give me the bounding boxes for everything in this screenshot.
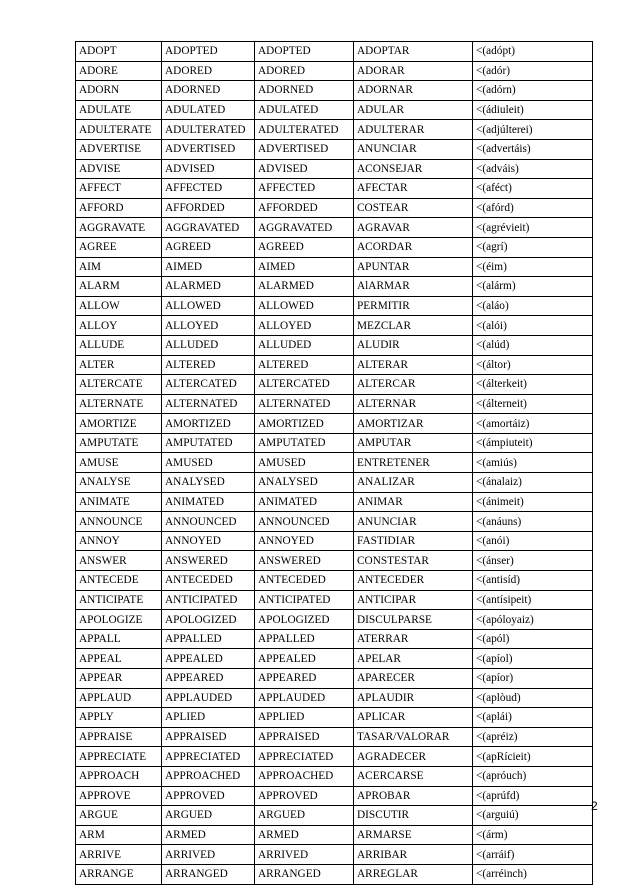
pronunciation-cell: <(ánser) xyxy=(473,551,593,571)
past-simple-cell: APPEALED xyxy=(162,649,255,669)
table-row xyxy=(76,100,593,120)
past-participle-cell: ADOPTED xyxy=(255,42,354,62)
past-simple-cell: AGGRAVATED xyxy=(162,218,255,238)
spanish-translation-cell: MEZCLAR xyxy=(354,316,473,336)
past-simple-cell: APLIED xyxy=(162,708,255,728)
spanish-translation-cell: ANUNCIAR xyxy=(354,139,473,159)
table-row xyxy=(76,120,593,140)
pronunciation-cell: <(ámpiuteit) xyxy=(473,433,593,453)
pronunciation-cell: <(aláo) xyxy=(473,296,593,316)
past-simple-cell: ADVISED xyxy=(162,159,255,179)
infinitive-cell: ALARM xyxy=(76,277,162,297)
past-participle-cell: ANALYSED xyxy=(255,473,354,493)
past-simple-cell: APPALLED xyxy=(162,629,255,649)
infinitive-cell: ARM xyxy=(76,825,162,845)
table-row xyxy=(76,590,593,610)
table-row xyxy=(76,42,593,62)
past-participle-cell: ADORED xyxy=(255,61,354,81)
past-simple-cell: ALTERNATED xyxy=(162,394,255,414)
spanish-translation-cell: APLAUDIR xyxy=(354,688,473,708)
past-simple-cell: ALTERCATED xyxy=(162,375,255,395)
pronunciation-cell: <(amortáiz) xyxy=(473,414,593,434)
infinitive-cell: ADORN xyxy=(76,81,162,101)
infinitive-cell: AIM xyxy=(76,257,162,277)
spanish-translation-cell: ACONSEJAR xyxy=(354,159,473,179)
infinitive-cell: AGREE xyxy=(76,237,162,257)
spanish-translation-cell: ANTICIPAR xyxy=(354,590,473,610)
table-row xyxy=(76,237,593,257)
pronunciation-cell: <(anói) xyxy=(473,531,593,551)
past-participle-cell: AMPUTATED xyxy=(255,433,354,453)
past-participle-cell: ARRANGED xyxy=(255,864,354,884)
infinitive-cell: ARRIVE xyxy=(76,845,162,865)
spanish-translation-cell: AlARMAR xyxy=(354,277,473,297)
spanish-translation-cell: ARRIBAR xyxy=(354,845,473,865)
infinitive-cell: AMORTIZE xyxy=(76,414,162,434)
past-participle-cell: AMORTIZED xyxy=(255,414,354,434)
past-simple-cell: ADORNED xyxy=(162,81,255,101)
past-participle-cell: AGGRAVATED xyxy=(255,218,354,238)
spanish-translation-cell: ACERCARSE xyxy=(354,766,473,786)
past-participle-cell: ADVERTISED xyxy=(255,139,354,159)
table-row xyxy=(76,512,593,532)
infinitive-cell: ALLOW xyxy=(76,296,162,316)
table-row xyxy=(76,433,593,453)
infinitive-cell: ANIMATE xyxy=(76,492,162,512)
spanish-translation-cell: ADORNAR xyxy=(354,81,473,101)
pronunciation-cell: <(aplòud) xyxy=(473,688,593,708)
past-participle-cell: AFFECTED xyxy=(255,179,354,199)
past-simple-cell: AFFORDED xyxy=(162,198,255,218)
spanish-translation-cell: APLICAR xyxy=(354,708,473,728)
past-participle-cell: AGREED xyxy=(255,237,354,257)
spanish-translation-cell: CONSTESTAR xyxy=(354,551,473,571)
pronunciation-cell: <(ánimeit) xyxy=(473,492,593,512)
past-participle-cell: APPRECIATED xyxy=(255,747,354,767)
past-simple-cell: ALLOYED xyxy=(162,316,255,336)
table-row xyxy=(76,179,593,199)
spanish-translation-cell: FASTIDIAR xyxy=(354,531,473,551)
infinitive-cell: ADULATE xyxy=(76,100,162,120)
infinitive-cell: ALTERNATE xyxy=(76,394,162,414)
table-row xyxy=(76,139,593,159)
table-row xyxy=(76,198,593,218)
table-row xyxy=(76,708,593,728)
pronunciation-cell: <(álterkeit) xyxy=(473,375,593,395)
pronunciation-cell: <(apróuch) xyxy=(473,766,593,786)
pronunciation-cell: <(alárm) xyxy=(473,277,593,297)
infinitive-cell: ADVERTISE xyxy=(76,139,162,159)
past-participle-cell: ANNOYED xyxy=(255,531,354,551)
spanish-translation-cell: ANUNCIAR xyxy=(354,512,473,532)
verb-table-body xyxy=(76,42,593,885)
table-row xyxy=(76,551,593,571)
spanish-translation-cell: ADULAR xyxy=(354,100,473,120)
past-simple-cell: ALLOWED xyxy=(162,296,255,316)
spanish-translation-cell: ARMARSE xyxy=(354,825,473,845)
infinitive-cell: AMUSE xyxy=(76,453,162,473)
table-row xyxy=(76,688,593,708)
past-participle-cell: AFFORDED xyxy=(255,198,354,218)
past-simple-cell: ARRIVED xyxy=(162,845,255,865)
pronunciation-cell: <(arréinch) xyxy=(473,864,593,884)
past-simple-cell: APPRECIATED xyxy=(162,747,255,767)
infinitive-cell: ANALYSE xyxy=(76,473,162,493)
past-simple-cell: ANTECEDED xyxy=(162,571,255,591)
past-participle-cell: ADVISED xyxy=(255,159,354,179)
verb-table xyxy=(75,41,593,885)
infinitive-cell: ANSWER xyxy=(76,551,162,571)
infinitive-cell: APPEAR xyxy=(76,669,162,689)
past-participle-cell: APPEALED xyxy=(255,649,354,669)
past-simple-cell: ALARMED xyxy=(162,277,255,297)
spanish-translation-cell: ENTRETENER xyxy=(354,453,473,473)
past-participle-cell: ALLOYED xyxy=(255,316,354,336)
past-participle-cell: ALARMED xyxy=(255,277,354,297)
infinitive-cell: ADOPT xyxy=(76,42,162,62)
pronunciation-cell: <(ánalaiz) xyxy=(473,473,593,493)
spanish-translation-cell: ALTERNAR xyxy=(354,394,473,414)
infinitive-cell: ADULTERATE xyxy=(76,120,162,140)
spanish-translation-cell: APUNTAR xyxy=(354,257,473,277)
pronunciation-cell: <(apól) xyxy=(473,629,593,649)
past-simple-cell: ANTICIPATED xyxy=(162,590,255,610)
pronunciation-cell: <(apíol) xyxy=(473,649,593,669)
table-row xyxy=(76,159,593,179)
pronunciation-cell: <(árm) xyxy=(473,825,593,845)
past-simple-cell: AMUSED xyxy=(162,453,255,473)
past-participle-cell: AMUSED xyxy=(255,453,354,473)
infinitive-cell: ANNOY xyxy=(76,531,162,551)
table-row xyxy=(76,335,593,355)
past-simple-cell: APPEARED xyxy=(162,669,255,689)
spanish-translation-cell: DISCULPARSE xyxy=(354,610,473,630)
table-row xyxy=(76,473,593,493)
past-participle-cell: ANSWERED xyxy=(255,551,354,571)
spanish-translation-cell: AFECTAR xyxy=(354,179,473,199)
infinitive-cell: ALLUDE xyxy=(76,335,162,355)
past-simple-cell: ANNOUNCED xyxy=(162,512,255,532)
pronunciation-cell: <(ádiuleit) xyxy=(473,100,593,120)
infinitive-cell: AFFORD xyxy=(76,198,162,218)
past-participle-cell: ALTERCATED xyxy=(255,375,354,395)
infinitive-cell: AGGRAVATE xyxy=(76,218,162,238)
pronunciation-cell: <(antisíd) xyxy=(473,571,593,591)
pronunciation-cell: <(apíor) xyxy=(473,669,593,689)
table-row xyxy=(76,218,593,238)
past-participle-cell: APPROVED xyxy=(255,786,354,806)
past-participle-cell: ARRIVED xyxy=(255,845,354,865)
table-row xyxy=(76,845,593,865)
spanish-translation-cell: COSTEAR xyxy=(354,198,473,218)
table-row xyxy=(76,492,593,512)
past-simple-cell: ANALYSED xyxy=(162,473,255,493)
infinitive-cell: ANNOUNCE xyxy=(76,512,162,532)
past-participle-cell: ADORNED xyxy=(255,81,354,101)
infinitive-cell: APPROACH xyxy=(76,766,162,786)
pronunciation-cell: <(agrévieit) xyxy=(473,218,593,238)
infinitive-cell: APPLAUD xyxy=(76,688,162,708)
past-simple-cell: ADVERTISED xyxy=(162,139,255,159)
page-number: 2 xyxy=(591,799,598,813)
infinitive-cell: APOLOGIZE xyxy=(76,610,162,630)
table-row xyxy=(76,571,593,591)
past-simple-cell: ARGUED xyxy=(162,806,255,826)
past-participle-cell: ARMED xyxy=(255,825,354,845)
table-row xyxy=(76,375,593,395)
table-row xyxy=(76,727,593,747)
infinitive-cell: APPLY xyxy=(76,708,162,728)
past-participle-cell: ALTERED xyxy=(255,355,354,375)
infinitive-cell: APPROVE xyxy=(76,786,162,806)
table-row xyxy=(76,864,593,884)
past-simple-cell: APPLAUDED xyxy=(162,688,255,708)
spanish-translation-cell: APARECER xyxy=(354,669,473,689)
past-simple-cell: ARMED xyxy=(162,825,255,845)
past-participle-cell: ALTERNATED xyxy=(255,394,354,414)
spanish-translation-cell: AGRAVAR xyxy=(354,218,473,238)
pronunciation-cell: <(apóloyaiz) xyxy=(473,610,593,630)
past-simple-cell: ADULTERATED xyxy=(162,120,255,140)
past-participle-cell: APPRAISED xyxy=(255,727,354,747)
pronunciation-cell: <(afórd) xyxy=(473,198,593,218)
table-row xyxy=(76,806,593,826)
spanish-translation-cell: ALTERAR xyxy=(354,355,473,375)
spanish-translation-cell: ADULTERAR xyxy=(354,120,473,140)
past-simple-cell: ANSWERED xyxy=(162,551,255,571)
pronunciation-cell: <(álterneit) xyxy=(473,394,593,414)
past-participle-cell: APPLIED xyxy=(255,708,354,728)
infinitive-cell: ARGUE xyxy=(76,806,162,826)
past-participle-cell: ALLOWED xyxy=(255,296,354,316)
past-participle-cell: ARGUED xyxy=(255,806,354,826)
spanish-translation-cell: ALTERCAR xyxy=(354,375,473,395)
past-simple-cell: APPROACHED xyxy=(162,766,255,786)
pronunciation-cell: <(antísipeit) xyxy=(473,590,593,610)
pronunciation-cell: <(adórn) xyxy=(473,81,593,101)
table-row xyxy=(76,296,593,316)
past-simple-cell: ALTERED xyxy=(162,355,255,375)
table-row xyxy=(76,531,593,551)
past-simple-cell: ALLUDED xyxy=(162,335,255,355)
past-participle-cell: ANIMATED xyxy=(255,492,354,512)
past-simple-cell: AGREED xyxy=(162,237,255,257)
past-participle-cell: APPLAUDED xyxy=(255,688,354,708)
table-row xyxy=(76,669,593,689)
spanish-translation-cell: AMPUTAR xyxy=(354,433,473,453)
past-participle-cell: ANTICIPATED xyxy=(255,590,354,610)
past-simple-cell: ANIMATED xyxy=(162,492,255,512)
infinitive-cell: ARRANGE xyxy=(76,864,162,884)
table-row xyxy=(76,316,593,336)
past-participle-cell: ADULTERATED xyxy=(255,120,354,140)
infinitive-cell: ADORE xyxy=(76,61,162,81)
infinitive-cell: AMPUTATE xyxy=(76,433,162,453)
pronunciation-cell: <(adjúlterei) xyxy=(473,120,593,140)
infinitive-cell: AFFECT xyxy=(76,179,162,199)
infinitive-cell: ALLOY xyxy=(76,316,162,336)
infinitive-cell: ALTER xyxy=(76,355,162,375)
past-simple-cell: AIMED xyxy=(162,257,255,277)
table-row xyxy=(76,453,593,473)
past-participle-cell: APPROACHED xyxy=(255,766,354,786)
infinitive-cell: APPRECIATE xyxy=(76,747,162,767)
past-simple-cell: AFFECTED xyxy=(162,179,255,199)
pronunciation-cell: <(áltor) xyxy=(473,355,593,375)
pronunciation-cell: <(adváis) xyxy=(473,159,593,179)
spanish-translation-cell: ANTECEDER xyxy=(354,571,473,591)
past-participle-cell: ALLUDED xyxy=(255,335,354,355)
past-simple-cell: AMPUTATED xyxy=(162,433,255,453)
spanish-translation-cell: ANALIZAR xyxy=(354,473,473,493)
spanish-translation-cell: PERMITIR xyxy=(354,296,473,316)
pronunciation-cell: <(alói) xyxy=(473,316,593,336)
past-simple-cell: ARRANGED xyxy=(162,864,255,884)
table-row xyxy=(76,277,593,297)
pronunciation-cell: <(amiús) xyxy=(473,453,593,473)
past-simple-cell: APPRAISED xyxy=(162,727,255,747)
past-simple-cell: AMORTIZED xyxy=(162,414,255,434)
past-simple-cell: ADOPTED xyxy=(162,42,255,62)
pronunciation-cell: <(anáuns) xyxy=(473,512,593,532)
past-simple-cell: ADORED xyxy=(162,61,255,81)
past-participle-cell: ANNOUNCED xyxy=(255,512,354,532)
spanish-translation-cell: APROBAR xyxy=(354,786,473,806)
past-participle-cell: APPALLED xyxy=(255,629,354,649)
table-row xyxy=(76,81,593,101)
infinitive-cell: ALTERCATE xyxy=(76,375,162,395)
table-row xyxy=(76,355,593,375)
past-simple-cell: APOLOGIZED xyxy=(162,610,255,630)
pronunciation-cell: <(adópt) xyxy=(473,42,593,62)
infinitive-cell: APPEAL xyxy=(76,649,162,669)
pronunciation-cell: <(alúd) xyxy=(473,335,593,355)
spanish-translation-cell: ALUDIR xyxy=(354,335,473,355)
spanish-translation-cell: ATERRAR xyxy=(354,629,473,649)
past-participle-cell: ADULATED xyxy=(255,100,354,120)
table-row xyxy=(76,61,593,81)
spanish-translation-cell: ANIMAR xyxy=(354,492,473,512)
pronunciation-cell: <(arguiú) xyxy=(473,806,593,826)
pronunciation-cell: <(apRícieit) xyxy=(473,747,593,767)
past-participle-cell: APPEARED xyxy=(255,669,354,689)
past-simple-cell: ADULATED xyxy=(162,100,255,120)
spanish-translation-cell: ARREGLAR xyxy=(354,864,473,884)
pronunciation-cell: <(agrí) xyxy=(473,237,593,257)
past-simple-cell: APPROVED xyxy=(162,786,255,806)
infinitive-cell: APPRAISE xyxy=(76,727,162,747)
spanish-translation-cell: TASAR/VALORAR xyxy=(354,727,473,747)
infinitive-cell: ADVISE xyxy=(76,159,162,179)
past-participle-cell: APOLOGIZED xyxy=(255,610,354,630)
table-row xyxy=(76,257,593,277)
pronunciation-cell: <(aféct) xyxy=(473,179,593,199)
past-simple-cell: ANNOYED xyxy=(162,531,255,551)
spanish-translation-cell: ADOPTAR xyxy=(354,42,473,62)
infinitive-cell: APPALL xyxy=(76,629,162,649)
table-row xyxy=(76,766,593,786)
table-row xyxy=(76,825,593,845)
table-row xyxy=(76,786,593,806)
infinitive-cell: ANTECEDE xyxy=(76,571,162,591)
spanish-translation-cell: APELAR xyxy=(354,649,473,669)
spanish-translation-cell: ACORDAR xyxy=(354,237,473,257)
pronunciation-cell: <(adór) xyxy=(473,61,593,81)
pronunciation-cell: <(advertáis) xyxy=(473,139,593,159)
table-row xyxy=(76,610,593,630)
table-row xyxy=(76,394,593,414)
pronunciation-cell: <(aprúfd) xyxy=(473,786,593,806)
table-row xyxy=(76,414,593,434)
pronunciation-cell: <(aplái) xyxy=(473,708,593,728)
pronunciation-cell: <(arráif) xyxy=(473,845,593,865)
table-row xyxy=(76,629,593,649)
spanish-translation-cell: AMORTIZAR xyxy=(354,414,473,434)
spanish-translation-cell: DISCUTIR xyxy=(354,806,473,826)
infinitive-cell: ANTICIPATE xyxy=(76,590,162,610)
spanish-translation-cell: AGRADECER xyxy=(354,747,473,767)
spanish-translation-cell: ADORAR xyxy=(354,61,473,81)
past-participle-cell: ANTECEDED xyxy=(255,571,354,591)
pronunciation-cell: <(apréiz) xyxy=(473,727,593,747)
table-row xyxy=(76,649,593,669)
table-row xyxy=(76,747,593,767)
pronunciation-cell: <(éim) xyxy=(473,257,593,277)
past-participle-cell: AIMED xyxy=(255,257,354,277)
